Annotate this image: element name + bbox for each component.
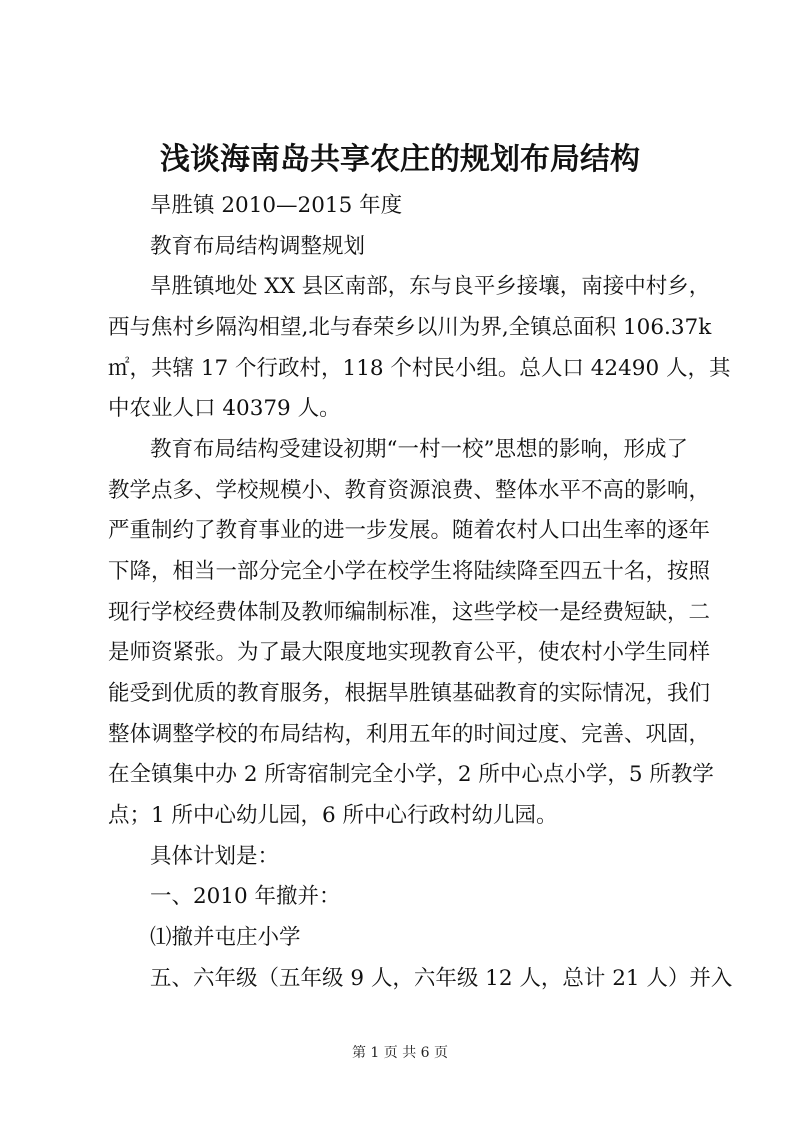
item-1-heading: ⑴撤并屯庄小学 bbox=[150, 925, 301, 950]
paragraph-2-line-7: 能受到优质的教育服务，根据旱胜镇基础教育的实际情况，我们 bbox=[108, 681, 711, 706]
paragraph-2-line-8: 整体调整学校的布局结构，利用五年的时间过度、完善、巩固， bbox=[108, 722, 711, 747]
paragraph-2-line-2: 教学点多、学校规模小、教育资源浪费、整体水平不高的影响， bbox=[108, 478, 711, 503]
plan-intro-line: 具体计划是： bbox=[150, 844, 280, 869]
subtitle-line: 旱胜镇 2010—2015 年度 bbox=[150, 193, 403, 218]
document-title: 浅谈海南岛共享农庄的规划布局结构 bbox=[160, 142, 640, 177]
paragraph-1-line-4: 中农业人口 40379 人。 bbox=[108, 396, 341, 421]
plan-title-line: 教育布局结构调整规划 bbox=[150, 234, 366, 259]
paragraph-2-line-1: 教育布局结构受建设初期“一村一校”思想的影响，形成了 bbox=[150, 437, 688, 462]
paragraph-1-line-2: 西与焦村乡隔沟相望,北与春荣乡以川为界,全镇总面积 106.37k bbox=[108, 315, 712, 340]
paragraph-1-line-3: ㎡，共辖 17 个行政村，118 个村民小组。总人口 42490 人，其 bbox=[108, 356, 731, 381]
paragraph-1-line-1: 旱胜镇地处 XX 县区南部，东与良平乡接壤，南接中村乡， bbox=[150, 274, 711, 299]
page-footer: 第 1 页 共 6 页 bbox=[351, 1045, 449, 1061]
paragraph-2-line-9: 在全镇集中办 2 所寄宿制完全小学，2 所中心点小学，5 所教学 bbox=[108, 762, 714, 787]
paragraph-2-line-4: 下降，相当一部分完全小学在校学生将陆续降至四五十名，按照 bbox=[108, 559, 711, 584]
paragraph-2-line-6: 是师资紧张。为了最大限度地实现教育公平，使农村小学生同样 bbox=[108, 640, 711, 665]
paragraph-2-line-5: 现行学校经费体制及教师编制标准，这些学校一是经费短缺，二 bbox=[108, 600, 711, 625]
paragraph-2-line-3: 严重制约了教育事业的进一步发展。随着农村人口出生率的逐年 bbox=[108, 518, 711, 543]
item-1-text-line: 五、六年级（五年级 9 人，六年级 12 人，总计 21 人）并入 bbox=[150, 966, 733, 991]
paragraph-2-line-10: 点；1 所中心幼儿园，6 所中心行政村幼儿园。 bbox=[108, 803, 558, 828]
section-heading-2010: 一、2010 年撤并： bbox=[150, 884, 341, 909]
